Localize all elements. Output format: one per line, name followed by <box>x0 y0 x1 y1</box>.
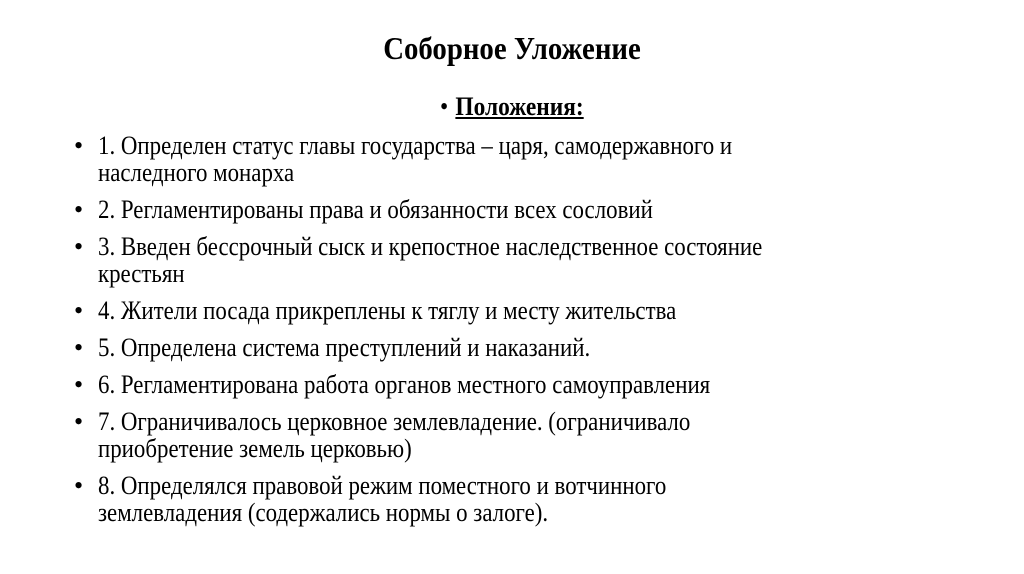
bullet-icon: • <box>74 195 84 224</box>
bullet-icon: • <box>74 370 84 399</box>
list-item-text: 5. Определена система преступлений и наказаний. <box>98 333 591 362</box>
subheading <box>0 92 1024 122</box>
list-item <box>74 132 974 186</box>
list-item-text: 4. Жители посада прикреплены к тяглу и месту жительства <box>98 296 677 325</box>
bullet-icon: • <box>440 92 449 121</box>
bullet-icon: • <box>74 296 84 325</box>
subheading-label: Положения: <box>455 92 584 121</box>
list-item <box>74 408 974 462</box>
list-item <box>74 196 974 223</box>
list-item <box>74 233 974 287</box>
list-item <box>74 334 974 361</box>
slide-title: Соборное Уложение <box>383 30 641 66</box>
list-item-text: приобретение земель церковью) <box>98 434 412 463</box>
list-item-text: 8. Определялся правовой режим поместного и вотчинного <box>98 471 667 500</box>
bullet-icon: • <box>74 407 84 436</box>
bullet-icon: • <box>74 333 84 362</box>
provisions-list <box>74 132 974 536</box>
list-item-text: 1. Определен статус главы государства – царя, самодержавного и <box>98 131 733 160</box>
list-item-text: землевладения (содержались нормы о залоге). <box>98 498 549 527</box>
list-item-text: 6. Регламентирована работа органов местного самоуправления <box>98 370 711 399</box>
list-item-text: 7. Ограничивалось церковное землевладение. (ограничивало <box>98 407 691 436</box>
list-item <box>74 371 974 398</box>
list-item <box>74 297 974 324</box>
list-item-text: наследного монарха <box>98 158 295 187</box>
list-item-text: 3. Введен бессрочный сыск и крепостное наследственное состояние <box>98 232 763 261</box>
bullet-icon: • <box>74 232 84 261</box>
list-item-text: 2. Регламентированы права и обязанности всех сословий <box>98 195 653 224</box>
list-item-text: крестьян <box>98 259 185 288</box>
bullet-icon: • <box>74 131 84 160</box>
list-item <box>74 472 974 526</box>
bullet-icon: • <box>74 471 84 500</box>
